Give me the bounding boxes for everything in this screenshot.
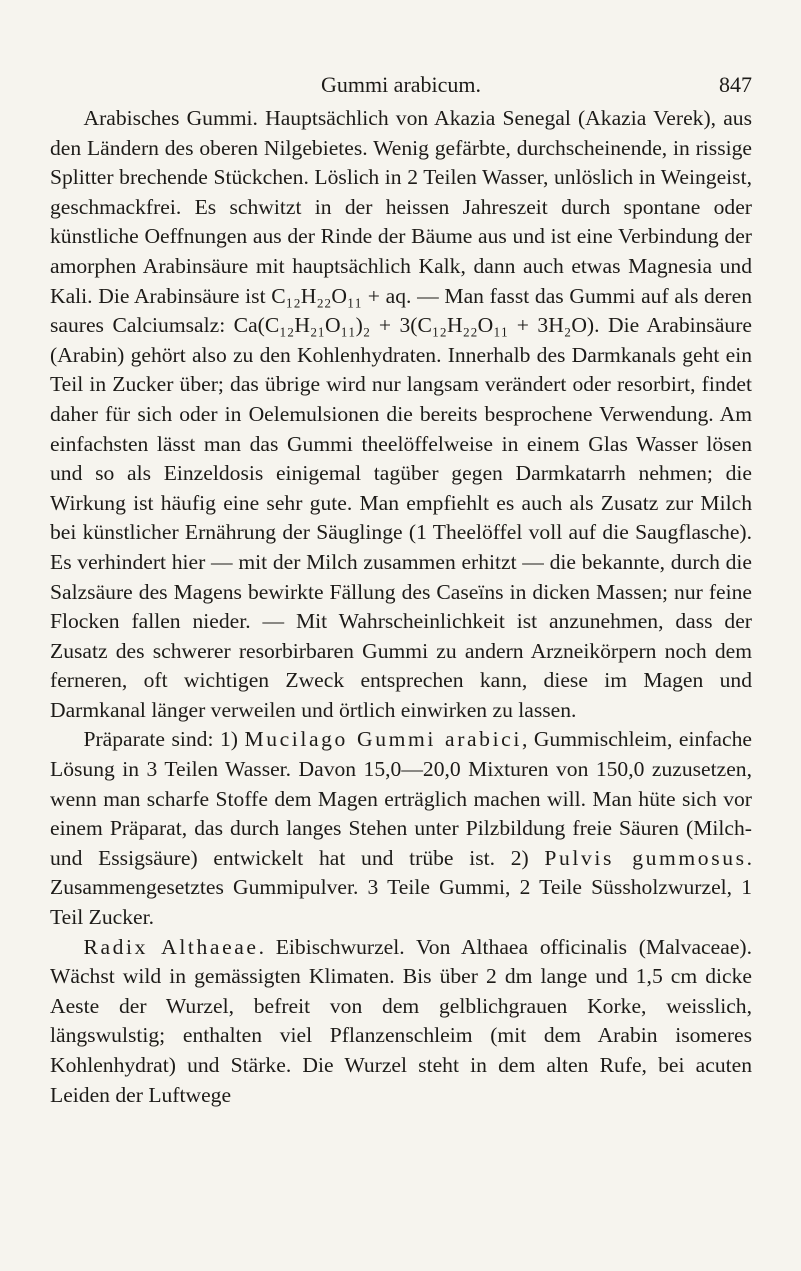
praeparate-lead: Präparate sind: 1) [83, 727, 245, 752]
book-page [50, 70, 752, 1110]
paragraph-gummi-arabicum: Arabisches Gummi. Hauptsächlich von Akazia Senegal (Akazia Verek), aus den Ländern des oberen Nilgebietes. Wenig gefärbte, durchscheinende, in rissige Splitter brechende Stückchen. Löslich in 2 Teilen Wasser, unlöslich in Weingeist, geschmackfrei. Es schwitzt in der heissen Jahreszeit durch spontane oder künstliche Oeffnungen aus der Rinde der Bäume aus und ist eine Verbindung der amorphen Arabinsäure mit hauptsächlich Kalk, dann auch etwas Magnesia und Kali. Die Arabinsäure ist C₁₂H₂₂O₁₁ + aq. — Man fasst das Gummi auf als deren saures Calciumsalz: Ca(C₁₂H₂₁O₁₁)₂ + 3(C₁₂H₂₂O₁₁ + 3H₂O). Die Arabinsäure (Arabin) gehört also zu den Kohlenhydraten. Innerhalb des Darmkanals geht ein Teil in Zucker über; das übrige wird nur langsam verändert oder resorbirt, findet daher für sich oder in Oelemulsionen die bereits besprochene Verwendung. Am einfachsten lässt man das Gummi theelöffelweise in einem Glas Wasser lösen und so als Einzeldosis einigemal tagüber gegen Darmkatarrh nehmen; die Wirkung ist häufig eine sehr gute. Man empfiehlt es auch als Zusatz zur Milch bei künstlicher Ernährung der Säuglinge (1 Theelöffel voll auf die Saugflasche). Es verhindert hier — mit der Milch zusammen erhitzt — die bekannte, durch die Salzsäure des Magens bewirkte Fällung des Caseïns in dicken Massen; nur feine Flocken fallen nieder. — Mit Wahrscheinlichkeit ist anzunehmen, dass der Zusatz des schwerer resorbirbaren Gummi zu andern Arzneikörpern noch dem ferneren, oft wichtigen Zweck entsprechen kann, diese im Magen und Darmkanal länger verweilen und örtlich einwirken zu lassen. [50, 106, 752, 722]
radix-althaeae-text: . Eibischwurzel. Von Althaea officinalis (Malvaceae). Wächst wild in gemässigten Klimaten. Bis über 2 dm lange und 1,5 cm dicke Aeste der Wurzel, befreit von dem gelblichgrauen Korke, weisslich, längswulstig; enthalten viel Pflanzenschleim (mit dem Arabin isomeres Kohlenhydrat) und Stärke. Die Wurzel steht in dem alten Rufe, bei acuten Leiden der Luftwege [50, 934, 752, 1107]
mucilago-term: Mucilago Gummi arabici [244, 727, 522, 752]
praeparate-tail: . Zusammengesetztes Gummipulver. 3 Teile Gummi, 2 Teile Süssholzwurzel, 1 Teil Zucker. [50, 845, 752, 930]
running-title: Gummi arabicum. [320, 72, 482, 97]
paragraph-radix-althaeae [50, 933, 752, 1111]
page-number: 847 [719, 72, 752, 97]
page-header [50, 70, 752, 104]
praeparate-middle: , Gummischleim, einfache Lösung in 3 Teilen Wasser. Davon 15,0—20,0 Mixturen von 150,0 zuzusetzen, wenn man scharfe Stoffe dem Magen erträglich machen will. Man hüte sich vor einem Präparat, das durch langes Stehen unter Pilzbildung freie Säuren (Milch- und Essigsäure) entwickelt hat und trübe ist. 2) [50, 727, 752, 870]
paragraph-praeparate [50, 725, 752, 932]
radix-althaeae-term: Radix Althaeae [83, 934, 259, 959]
pulvis-term: Pulvis gummosus [544, 845, 747, 870]
body-text [50, 104, 752, 1110]
